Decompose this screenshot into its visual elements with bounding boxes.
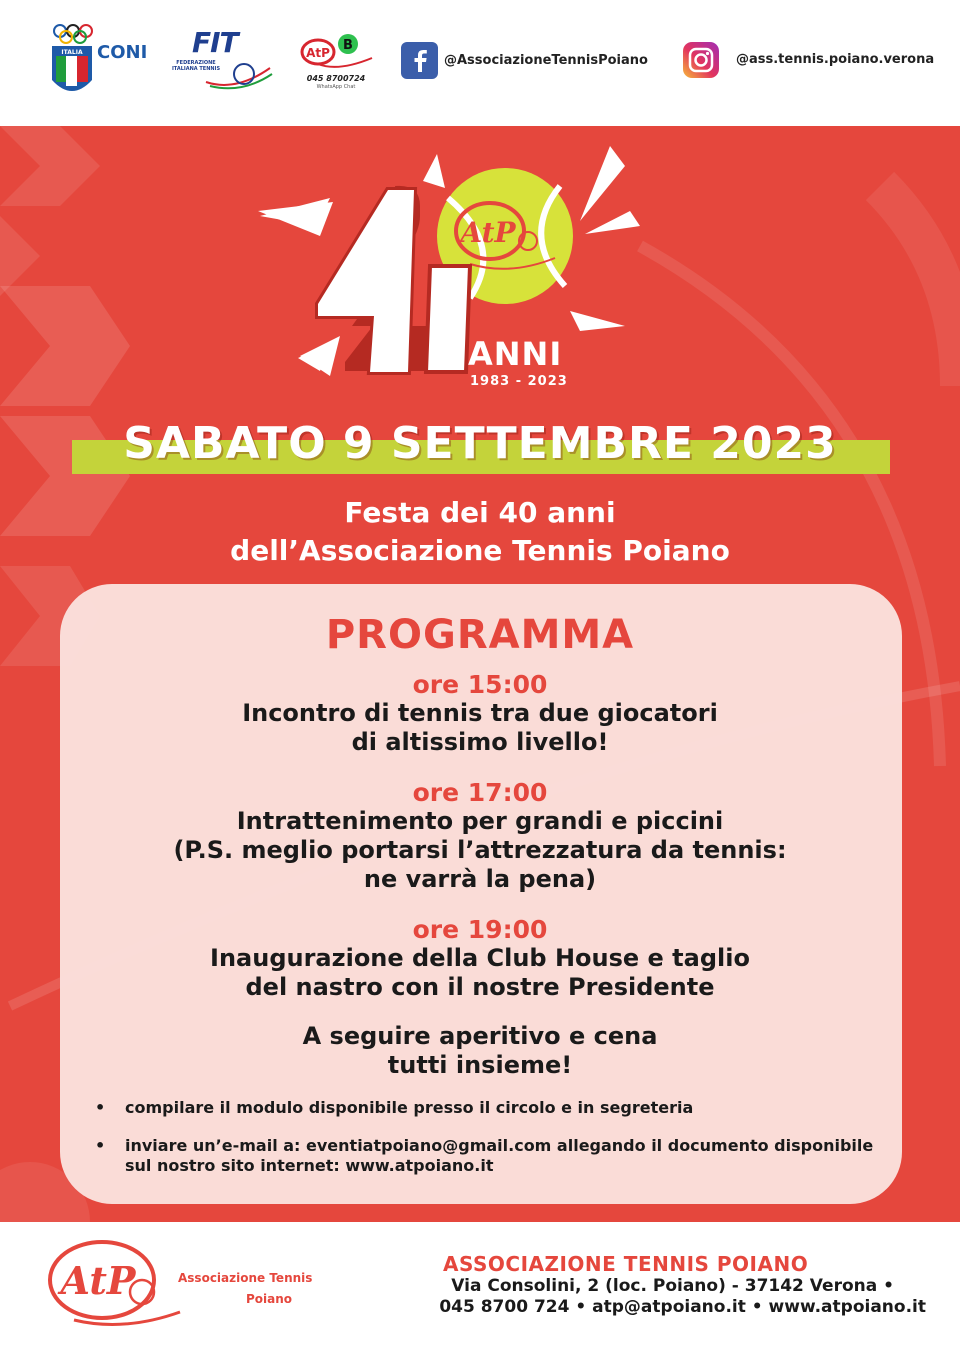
coni-label: CONI — [97, 42, 148, 63]
programma-desc-2-line2: (P.S. meglio portarsi l’attrezzatura da tennis: — [173, 836, 787, 864]
hero-years: 1983 - 2023 — [470, 374, 568, 389]
footer-contacts[interactable]: 045 8700 724 • atp@atpoiano.it • www.atpoiano.it — [439, 1297, 926, 1317]
fit-title: FIT — [192, 26, 238, 59]
bullet-item: • inviare un’e-mail a: eventiatpoiano@gmail.com allegando il documento disponibile sul nostro sito internet: www.atpoiano.it — [95, 1136, 875, 1176]
programma-desc-2-line3: ne varrà la pena) — [363, 865, 597, 893]
svg-text:AtP: AtP — [306, 46, 330, 60]
atp-logo-icon — [44, 1236, 184, 1336]
header-bar — [0, 0, 960, 126]
programma-desc-2-line1: Intrattenimento per grandi e piccini — [236, 807, 724, 835]
event-subtitle-line1: Festa dei 40 anni — [344, 496, 616, 529]
instagram-icon[interactable] — [683, 42, 719, 78]
fit-subtitle: FEDERAZIONE ITALIANA TENNIS — [171, 60, 221, 72]
programma-desc-1-line1: Incontro di tennis tra due giocatori — [242, 699, 718, 727]
facebook-handle[interactable]: @AssociazioneTennisPoiano — [444, 53, 648, 68]
programma-time-1: ore 15:00 — [412, 670, 548, 699]
footer-address: Via Consolini, 2 (loc. Poiano) - 37142 Verona • — [451, 1276, 894, 1296]
programma-desc-1-line2: di altissimo livello! — [351, 728, 609, 756]
programma-desc-3-line1: Inaugurazione della Club House e taglio — [210, 944, 750, 972]
hero-logo-text: AtP — [460, 216, 516, 249]
hero-anni: ANNI — [468, 335, 563, 373]
instagram-handle[interactable]: @ass.tennis.poiano.verona — [736, 52, 935, 67]
whatsapp-badge: B — [343, 38, 353, 53]
footer-logo-text: AtP — [60, 1258, 136, 1303]
footer-logo-name-line2: Poiano — [246, 1292, 293, 1306]
programma-closing-line2: tutti insieme! — [387, 1051, 573, 1079]
programma-time-3: ore 19:00 — [412, 915, 548, 944]
whatsapp-phone[interactable]: 045 8700724 — [306, 74, 366, 83]
footer-logo-name-line1: Associazione Tennis — [178, 1271, 313, 1285]
event-date: SABATO 9 SETTEMBRE 2023 — [123, 418, 837, 469]
programma-time-2: ore 17:00 — [412, 778, 548, 807]
bullet-item: • compilare il modulo disponibile presso il circolo e in segreteria — [95, 1098, 875, 1118]
footer-title: ASSOCIAZIONE TENNIS POIANO — [443, 1252, 809, 1276]
programma-closing-line1: A seguire aperitivo e cena — [302, 1022, 658, 1050]
event-subtitle-line2: dell’Associazione Tennis Poiano — [230, 534, 730, 567]
programma-title: PROGRAMMA — [325, 612, 635, 658]
programma-desc-3-line2: del nastro con il nostre Presidente — [245, 973, 715, 1001]
programma-bullets — [95, 1098, 875, 1176]
facebook-icon[interactable] — [401, 42, 438, 79]
coni-flag-label: ITALIA — [61, 49, 83, 56]
whatsapp-chat-label: WhatsApp Chat — [316, 84, 356, 90]
